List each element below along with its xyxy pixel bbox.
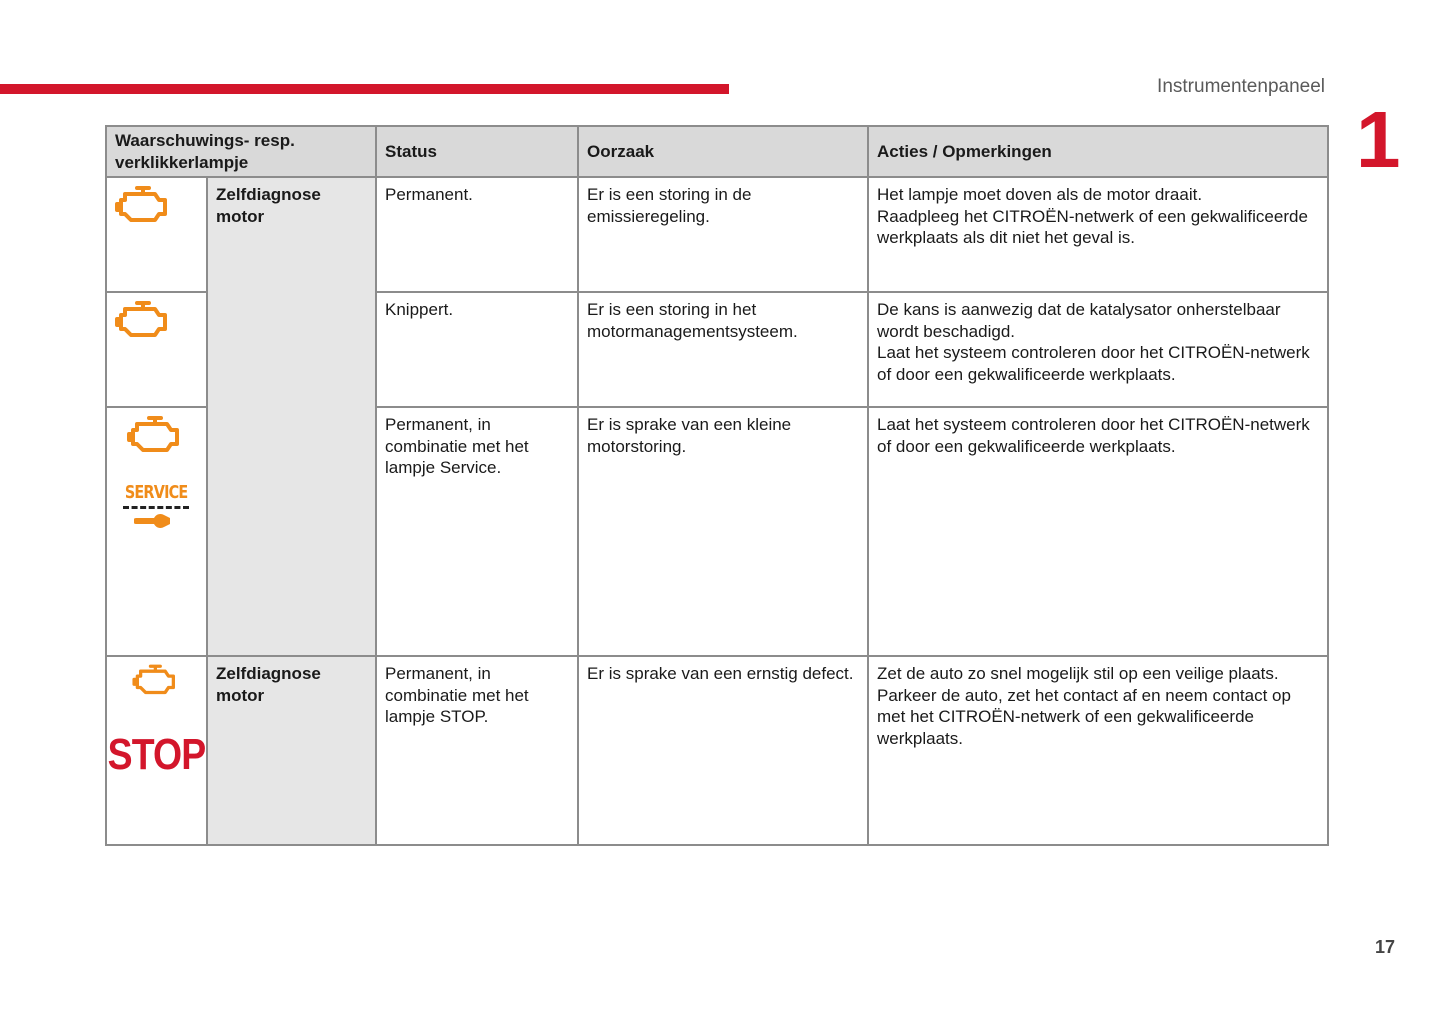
cause-cell: Er is een storing in het motormanagementsysteem.: [578, 292, 868, 407]
warning-lamp-table: [105, 125, 1329, 846]
wrench-icon: [134, 513, 178, 529]
stop-label: STOP: [107, 730, 206, 779]
icon-cell: [106, 656, 207, 845]
header-actions: Acties / Opmerkingen: [868, 126, 1328, 177]
header-lamp: Waarschuwings- resp. verklikkerlampje: [106, 126, 376, 177]
cause-cell: Er is sprake van een kleine motorstoring.: [578, 407, 868, 656]
table-header-row: [106, 126, 1328, 177]
engine-check-icon: [127, 414, 187, 458]
header-cause: Oorzaak: [578, 126, 868, 177]
engine-check-icon: [132, 663, 182, 699]
actions-cell: Zet de auto zo snel mogelijk stil op een veilige plaats. Parkeer de auto, zet het contact af en neem contact op met het CITROËN-netwerk of een gekwalificeerde werkplaats.: [868, 656, 1328, 845]
header-status: Status: [376, 126, 578, 177]
cause-cell: Er is een storing in de emissieregeling.: [578, 177, 868, 292]
service-divider: [123, 506, 189, 509]
status-cell: Knippert.: [376, 292, 578, 407]
actions-cell: Laat het systeem controleren door het CITROËN-netwerk of door een gekwalificeerde werkplaats.: [868, 407, 1328, 656]
actions-cell: Het lampje moet doven als de motor draait. Raadpleeg het CITROËN-netwerk of een gekwalificeerde werkplaats als dit niet het geval is.: [868, 177, 1328, 292]
section-title: Instrumentenpaneel: [1157, 76, 1325, 97]
icon-cell: [106, 177, 207, 292]
status-cell: Permanent.: [376, 177, 578, 292]
header-red-bar: [0, 84, 729, 94]
icon-cell: [106, 407, 207, 656]
lamp-name: Zelfdiagnose motor: [207, 177, 376, 656]
chapter-number: 1: [1356, 95, 1401, 184]
engine-check-icon: [115, 299, 175, 343]
status-cell: Permanent, in combinatie met het lampje Service.: [376, 407, 578, 656]
icon-cell: [106, 292, 207, 407]
engine-check-icon: [115, 184, 175, 228]
actions-cell: De kans is aanwezig dat de katalysator onherstelbaar wordt beschadigd. Laat het systeem controleren door het CITROËN-netwerk of door een gekwalificeerde werkplaats.: [868, 292, 1328, 407]
table-row: [106, 177, 1328, 292]
page-number: 17: [1374, 937, 1395, 957]
status-cell: Permanent, in combinatie met het lampje STOP.: [376, 656, 578, 845]
cause-cell: Er is sprake van een ernstig defect.: [578, 656, 868, 845]
table-row: [106, 656, 1328, 845]
lamp-name: Zelfdiagnose motor: [207, 656, 376, 845]
service-label: SERVICE: [125, 482, 188, 503]
